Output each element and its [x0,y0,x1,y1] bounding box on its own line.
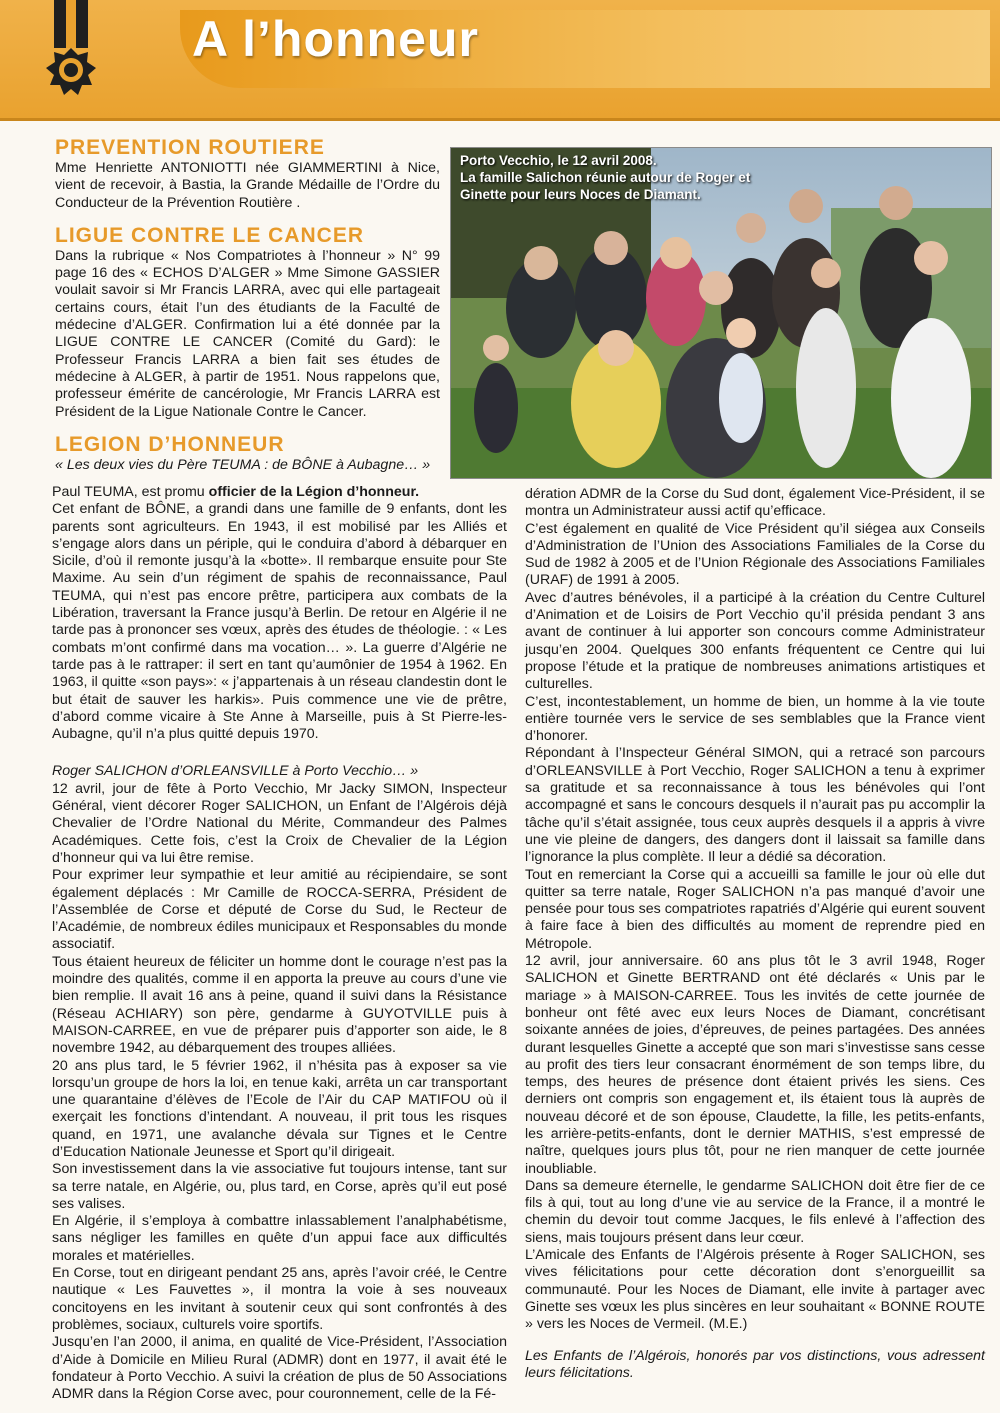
salichon-right-5: Répondant à l’Inspecteur Général SIMON, qui a retracé son parcours d’ORLEANSVILLE à Port Vecchio, Roger SALICHON a tenu à exprimer sa gratitude et sa reconnaissance à tous les bénévoles qui l’ont accompagné et sans le concours desquels il n’aurait pas pu accomplir la tâche qu’il s’était assignée, tous ceux auprès desquels il a appris à vivre une vie pleine de dangers, des dangers dont il laissait sa famille dans l’ignorance la plus complète. Il leur a dédié sa décoration. [525,745,985,866]
salichon-right-7: 12 avril, jour anniversaire. 60 ans plus tôt le 3 avril 1948, Roger SALICHON et Ginette BERTRAND ont été déclarés « Unis par le mariage » à MAISON-CARREE. Tous les invités de cette journée de bonheur ont fêté avec eux leurs Noces de Diamant, concrétisant soixante années de joies, d’épreuves, de peines partagées. Des années durant lesquelles Ginette a accepté que son mari s’investisse sans cesse au profit des tiers leur consacrant énormément de son temps libre, du temps, des heures de présence dont étaient privés les siens. Ces derniers ont compris son engagement et, ils étaient tous là auprès de nouveau décoré et de son épouse, Claudette, la fille, les petits-enfants, les arrière-petits-enfants, dont le dernier MATHIS, s’est empressé de naître, quelques jours plus tôt, pour ne rien manquer de cette journée inoubliable. [525,953,985,1177]
salichon-heading: Roger SALICHON d’ORLEANSVILLE à Porto Vecchio… » [52,763,419,780]
salichon-paragraph-5: Son investissement dans la vie associative fut toujours intense, tant sur sa terre natale, en Algérie, ou, plus tard, en Corse, après qu’il eut posé ses valises. [52,1161,507,1212]
salichon-right-9: L’Amicale des Enfants de l’Algérois présente à Roger SALICHON, ses vives félicitations pour cette décoration dont s’enorgueillit sa communauté. Pour les Noces de Diamant, elle invite à partager avec Ginette ses vœux les plus sincères en leur souhaitant « BONNE ROUTE » vers les Noces de Vermeil. (M.E.) [525,1247,985,1333]
salichon-right-3: Avec d’autres bénévoles, il a participé à la création du Centre Culturel d’Animation et de Loisirs de Port Vecchio qu’il présida pendant 3 ans avant de continuer à lui apporter son concours comme Administrateur jusqu’en 2004. Quelques 300 enfants fréquentent ce Centre qui lui propose l’étude et la pratique de nombreuses animations artistiques et culturelles. [525,589,985,693]
salichon-paragraph-7: En Corse, tout en dirigeant pendant 25 ans, après l’avoir créé, le Centre nautique « Les Fauvettes », il montra la voie à ses nouveaux concitoyens en les invitant à soutenir ceux qui sont confrontés à des problèmes, sociaux, culturels voire sportifs. [52,1265,507,1333]
right-column [525,486,985,1382]
section-title-ligue: LIGUE CONTRE LE CANCER [55,223,365,247]
page-title: A l’honneur [192,11,479,67]
photo-caption-line1: Porto Vecchio, le 12 avril 2008. [460,153,657,168]
left-column [55,136,440,474]
salichon-paragraph-3: Tous étaient heureux de féliciter un homme dont le courage n’est pas la moindre des qualités, comme il en apporta la preuve au cours d’une vie bien remplie. Il avait 16 ans à peine, quand il suivi dans la Résistance (Réseau ACHIARY) son père, gendarme à GUYOTVILLE puis à MAISON-CARREE, en vue de préparer puis d’apporter son aide, le 8 novembre 1942, au débarquement des troupes alliées. [52,953,507,1057]
section-title-legion: LEGION D’HONNEUR [55,432,285,456]
salichon-paragraph-2: Pour exprimer leur sympathie et leur amitié au récipiendaire, se sont également déplacés : Mr Camille de ROCCA-SERRA, Président de l’Assemblée de Corse et député de Corse du Sud, le Recteur de l’Académie, de nombreux édiles municipaux et Responsables du monde associatif. [52,867,507,953]
page-header [0,0,1000,121]
legion-text: Cet enfant de BÔNE, a grandi dans une famille de 9 enfants, dont les parents sont agriculteurs. En 1943, il est mobilisé par les Alliés et s’engage alors dans un périple, qui le conduira d’abord à débarquer en Sicile, d’où il remonte jusqu’à la «botte». Il rembarque ensuite pour Ste Maxime. Au sein d’un régiment de spahis de reconnaissance, Paul TEUMA, qui n’est pas encore prêtre, participera aux combats de la Libération, traversant la France jusqu’à Berlin. De retour en Algérie il ne tarde pas à prononcer ses vœux, après des études de théologie. : « Les combats m’ont confirmé dans ma vocation… ». La guerre d’Algérie ne tarde pas à le rattraper: il sert en tant qu’aumônier de 1954 à 1962. En 1963, il quitte «son pays»: « j’appartenais à un réseau clandestin dont le but était de sauver les harkis». Puis commence une vie de prêtre, d’abord comme vicaire à Ste Anne à Marseille, puis à St Pierre-les-Aubagne, qu’il n’a plus quitté depuis 1970. [52,501,507,743]
salichon-right-8: Dans sa demeure éternelle, le gendarme SALICHON doit être fier de ce fils à qui, tout au long d’une vie au service de la France, il a montré le chemin du devoir tout comme Jacques, le fils enlevé à l’affection des siens, mais toujours présent dans leur cœur. [525,1177,985,1246]
legion-body [52,484,507,1403]
photo-caption [460,152,760,203]
salichon-right-1: dération ADMR de la Corse du Sud dont, également Vice-Président, il se montra un Administrateur aussi actif qu’efficace. [525,486,985,520]
legion-intro [52,484,507,501]
salichon-paragraph-4: 20 ans plus tard, le 5 février 1962, il n’hésita pas à exposer sa vie lorsqu’un groupe de hors la loi, en tenue kaki, arrêta un car transportant une quarantaine d’élèves de l’Ecole de l’Air du CAP MATIFOU où il exerçait les fonctions d’intendant. A nouveau, il prit tous les risques quand, en 1971, une avalanche dévala sur Tignes et le Centre d’Education Nationale Jeunesse et Sport qu’il dirigeait. [52,1057,507,1160]
salichon-right-6: Tout en remerciant la Corse qui a accueilli sa famille le jour où elle dut quitter sa terre natale, Roger SALICHON n’a pas manqué d’avoir une pensée pour tous ses compatriotes rapatriés d’Algérie qui eurent souvent à faire face à bien des difficultés au moment de reprendre pied en Métropole. [525,866,985,952]
legion-subtitle: « Les deux vies du Père TEUMA : de BÔNE à Aubagne… » [55,456,431,473]
legion-intro-bold: officier de la Légion d’honneur. [208,484,420,500]
photo-caption-line2: La famille Salichon réunie autour de Roger et Ginette pour leurs Noces de Diamant. [460,170,751,202]
salichon-right-4: C’est, incontestablement, un homme de bien, un homme à la vie toute entière tournée vers le service de ses semblables que la France vient d’honorer. [525,693,985,745]
salichon-paragraph-6: En Algérie, il s’employa à combattre inlassablement l’analphabétisme, sans négliger les familles en quête d’un appui face aux difficultés morales et matérielles. [52,1213,507,1264]
closing-note: Les Enfants de l’Algérois, honorés par vos distinctions, vous adressent leurs félicitations. [525,1347,985,1381]
medal-icon [40,0,102,105]
salichon-right-2: C’est également en qualité de Vice Président qu’il siégea aux Conseils d’Administration de l’Union des Associations Familiales de la Corse du Sud de 1982 à 2005 et de l’Union Régionale des Associations Familiales (URAF) de 1991 à 2005. [525,520,985,589]
prevention-text: Mme Henriette ANTONIOTTI née GIAMMERTINI à Nice, vient de recevoir, à Bastia, la Grande Médaille de l’Ordre du Conducteur de la Prévention Routière . [55,160,440,211]
salichon-paragraph-8: Jusqu’en l’an 2000, il anima, en qualité de Vice-Président, l’Association d’Aide à Domicile en Milieu Rural (ADMR) dont en 1977, il avait été le fondateur à Porto Vecchio. A suivi la création de plus de 50 Associations ADMR dans la Région Corse avec, pour couronnement, celle de la Fé- [52,1334,507,1403]
ligue-text: Dans la rubrique « Nos Compatriotes à l’honneur » N° 99 page 16 des « ECHOS D’ALGER » Mme Simone GASSIER voulait savoir si Mr Francis LARRA, avec qui elle partageait certains cours, était l’un des étudiants de la Faculté de médecine d’ALGER. Confirmation lui a été donnée par la LIGUE CONTRE LE CANCER (Comité du Gard): le Professeur Francis LARRA a bien fait ses études de médecine à ALGER, à partir de 1951. Nous rappelons que, professeur émérite de cancérologie, Mr Francis LARRA est Président de la Ligue Nationale Contre le Cancer. [55,247,440,420]
salichon-paragraph-1: 12 avril, jour de fête à Porto Vecchio, Mr Jacky SIMON, Inspecteur Général, vient décorer Roger SALICHON, un Enfant de l’Algérois déjà Chevalier de l’Ordre National du Mérite, Commandeur des Palmes Académiques. Cette fois, c’est la Croix de Chevalier de la Légion d’honneur qui va lui être remise. [52,780,507,866]
legion-intro-plain: Paul TEUMA, est promu [52,484,209,500]
section-title-prevention: PREVENTION ROUTIERE [55,136,325,159]
